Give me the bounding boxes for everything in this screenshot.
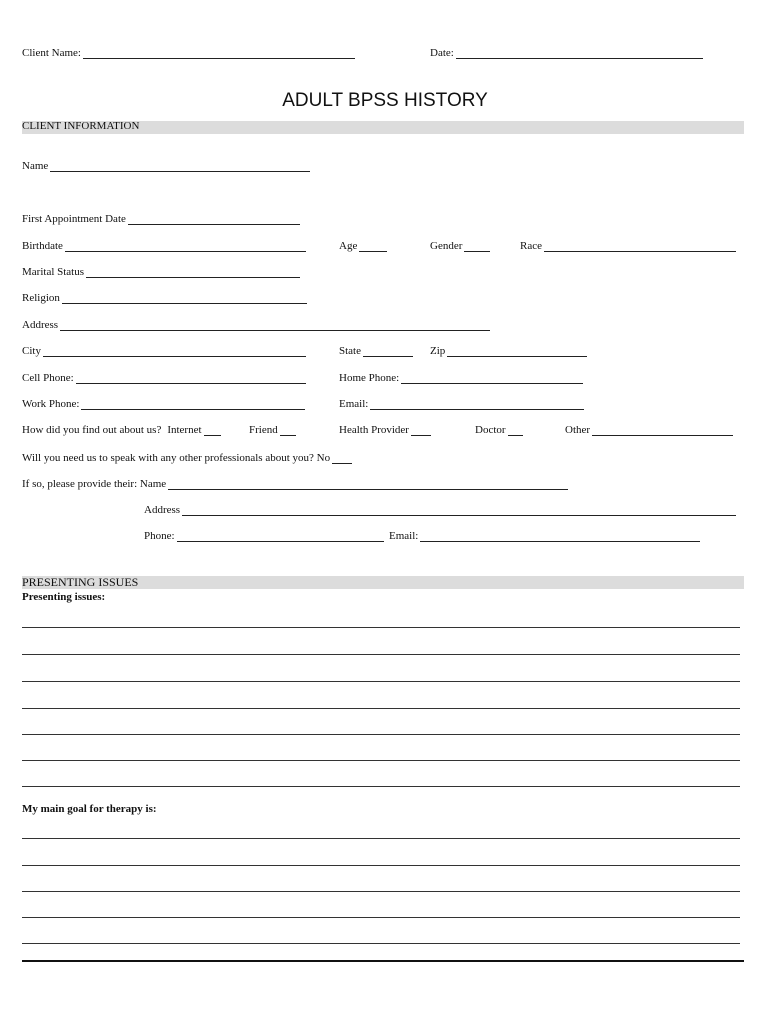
provider-phone-input[interactable]	[177, 532, 384, 542]
gender-field	[430, 240, 490, 252]
address-input[interactable]	[60, 321, 490, 331]
age-label: Age	[339, 240, 358, 252]
provider-address-label: Address	[144, 504, 181, 516]
internet-input[interactable]	[204, 426, 221, 436]
speak-other-input[interactable]	[332, 454, 352, 464]
cell-phone-label: Cell Phone:	[22, 372, 74, 384]
presenting-line-4[interactable]	[22, 708, 740, 709]
bottom-divider	[22, 960, 744, 962]
religion-field	[22, 292, 307, 304]
email-field	[339, 398, 584, 410]
home-phone-field	[339, 372, 583, 384]
provider-address-input[interactable]	[182, 506, 736, 516]
first-appointment-field	[22, 213, 300, 225]
cell-phone-field	[22, 372, 306, 384]
state-input[interactable]	[363, 347, 413, 357]
first-appointment-input[interactable]	[128, 215, 300, 225]
gender-input[interactable]	[464, 242, 490, 252]
presenting-line-3[interactable]	[22, 681, 740, 682]
presenting-issues-label: Presenting issues:	[22, 591, 106, 603]
friend-label: Friend	[249, 424, 278, 436]
religion-label: Religion	[22, 292, 60, 304]
city-field	[22, 345, 306, 357]
presenting-line-5[interactable]	[22, 734, 740, 735]
main-goal-label: My main goal for therapy is:	[22, 803, 157, 815]
age-field	[339, 240, 387, 252]
speak-other-field	[22, 452, 352, 464]
email-label: Email:	[339, 398, 369, 410]
city-input[interactable]	[43, 347, 306, 357]
client-name-field	[22, 47, 355, 59]
address-field	[22, 319, 490, 331]
provider-email-label: Email:	[389, 530, 419, 542]
presenting-line-7[interactable]	[22, 786, 740, 787]
name-field	[22, 160, 310, 172]
other-field	[565, 424, 733, 436]
client-name-input[interactable]	[83, 49, 355, 59]
other-input[interactable]	[592, 426, 733, 436]
provider-name-input[interactable]	[168, 480, 568, 490]
friend-input[interactable]	[280, 426, 296, 436]
presenting-section-bar	[22, 576, 744, 589]
client-info-section-title: CLIENT INFORMATION	[22, 120, 140, 132]
doctor-input[interactable]	[508, 426, 523, 436]
state-field	[339, 345, 413, 357]
date-field	[430, 47, 703, 59]
provider-address-field	[144, 504, 736, 516]
internet-label: Internet	[167, 424, 202, 436]
date-label: Date:	[430, 47, 454, 59]
home-phone-input[interactable]	[401, 374, 583, 384]
goal-line-4[interactable]	[22, 917, 740, 918]
presenting-line-6[interactable]	[22, 760, 740, 761]
page-title: ADULT BPSS HISTORY	[282, 90, 488, 111]
name-label: Name	[22, 160, 49, 172]
goal-line-3[interactable]	[22, 891, 740, 892]
work-phone-label: Work Phone:	[22, 398, 80, 410]
presenting-line-2[interactable]	[22, 654, 740, 655]
doctor-label: Doctor	[475, 424, 506, 436]
marital-status-field	[22, 266, 300, 278]
goal-line-5[interactable]	[22, 943, 740, 944]
provider-phone-field	[144, 530, 384, 542]
provider-email-input[interactable]	[420, 532, 700, 542]
other-label: Other	[565, 424, 591, 436]
client-name-label: Client Name:	[22, 47, 81, 59]
cell-phone-input[interactable]	[76, 374, 306, 384]
provider-email-field	[389, 530, 700, 542]
email-input[interactable]	[370, 400, 584, 410]
work-phone-input[interactable]	[81, 400, 305, 410]
provider-name-label: If so, please provide their: Name	[22, 478, 167, 490]
doctor-field	[475, 424, 523, 436]
zip-field	[430, 345, 587, 357]
first-appointment-label: First Appointment Date	[22, 213, 126, 225]
gender-label: Gender	[430, 240, 463, 252]
presenting-section-title: PRESENTING ISSUES	[22, 575, 139, 589]
race-label: Race	[520, 240, 542, 252]
race-input[interactable]	[544, 242, 736, 252]
birthdate-field	[22, 240, 306, 252]
marital-status-input[interactable]	[86, 268, 300, 278]
provider-phone-label: Phone:	[144, 530, 175, 542]
how-found-field	[22, 424, 221, 436]
date-input[interactable]	[456, 49, 703, 59]
friend-field	[249, 424, 296, 436]
health-provider-field	[339, 424, 431, 436]
marital-status-label: Marital Status	[22, 266, 85, 278]
health-provider-label: Health Provider	[339, 424, 409, 436]
address-label: Address	[22, 319, 59, 331]
birthdate-label: Birthdate	[22, 240, 63, 252]
race-field	[520, 240, 736, 252]
name-input[interactable]	[50, 162, 310, 172]
age-input[interactable]	[359, 242, 387, 252]
provider-name-field	[22, 478, 568, 490]
speak-other-label: Will you need us to speak with any other professionals about you? No	[22, 452, 331, 464]
home-phone-label: Home Phone:	[339, 372, 400, 384]
zip-label: Zip	[430, 345, 446, 357]
religion-input[interactable]	[62, 294, 307, 304]
birthdate-input[interactable]	[65, 242, 306, 252]
client-info-section-bar	[22, 121, 744, 134]
health-provider-input[interactable]	[411, 426, 431, 436]
zip-input[interactable]	[447, 347, 587, 357]
city-label: City	[22, 345, 41, 357]
goal-line-1[interactable]	[22, 838, 740, 839]
how-found-label: How did you find out about us?	[22, 424, 162, 436]
state-label: State	[339, 345, 361, 357]
presenting-line-1[interactable]	[22, 627, 740, 628]
work-phone-field	[22, 398, 305, 410]
goal-line-2[interactable]	[22, 865, 740, 866]
